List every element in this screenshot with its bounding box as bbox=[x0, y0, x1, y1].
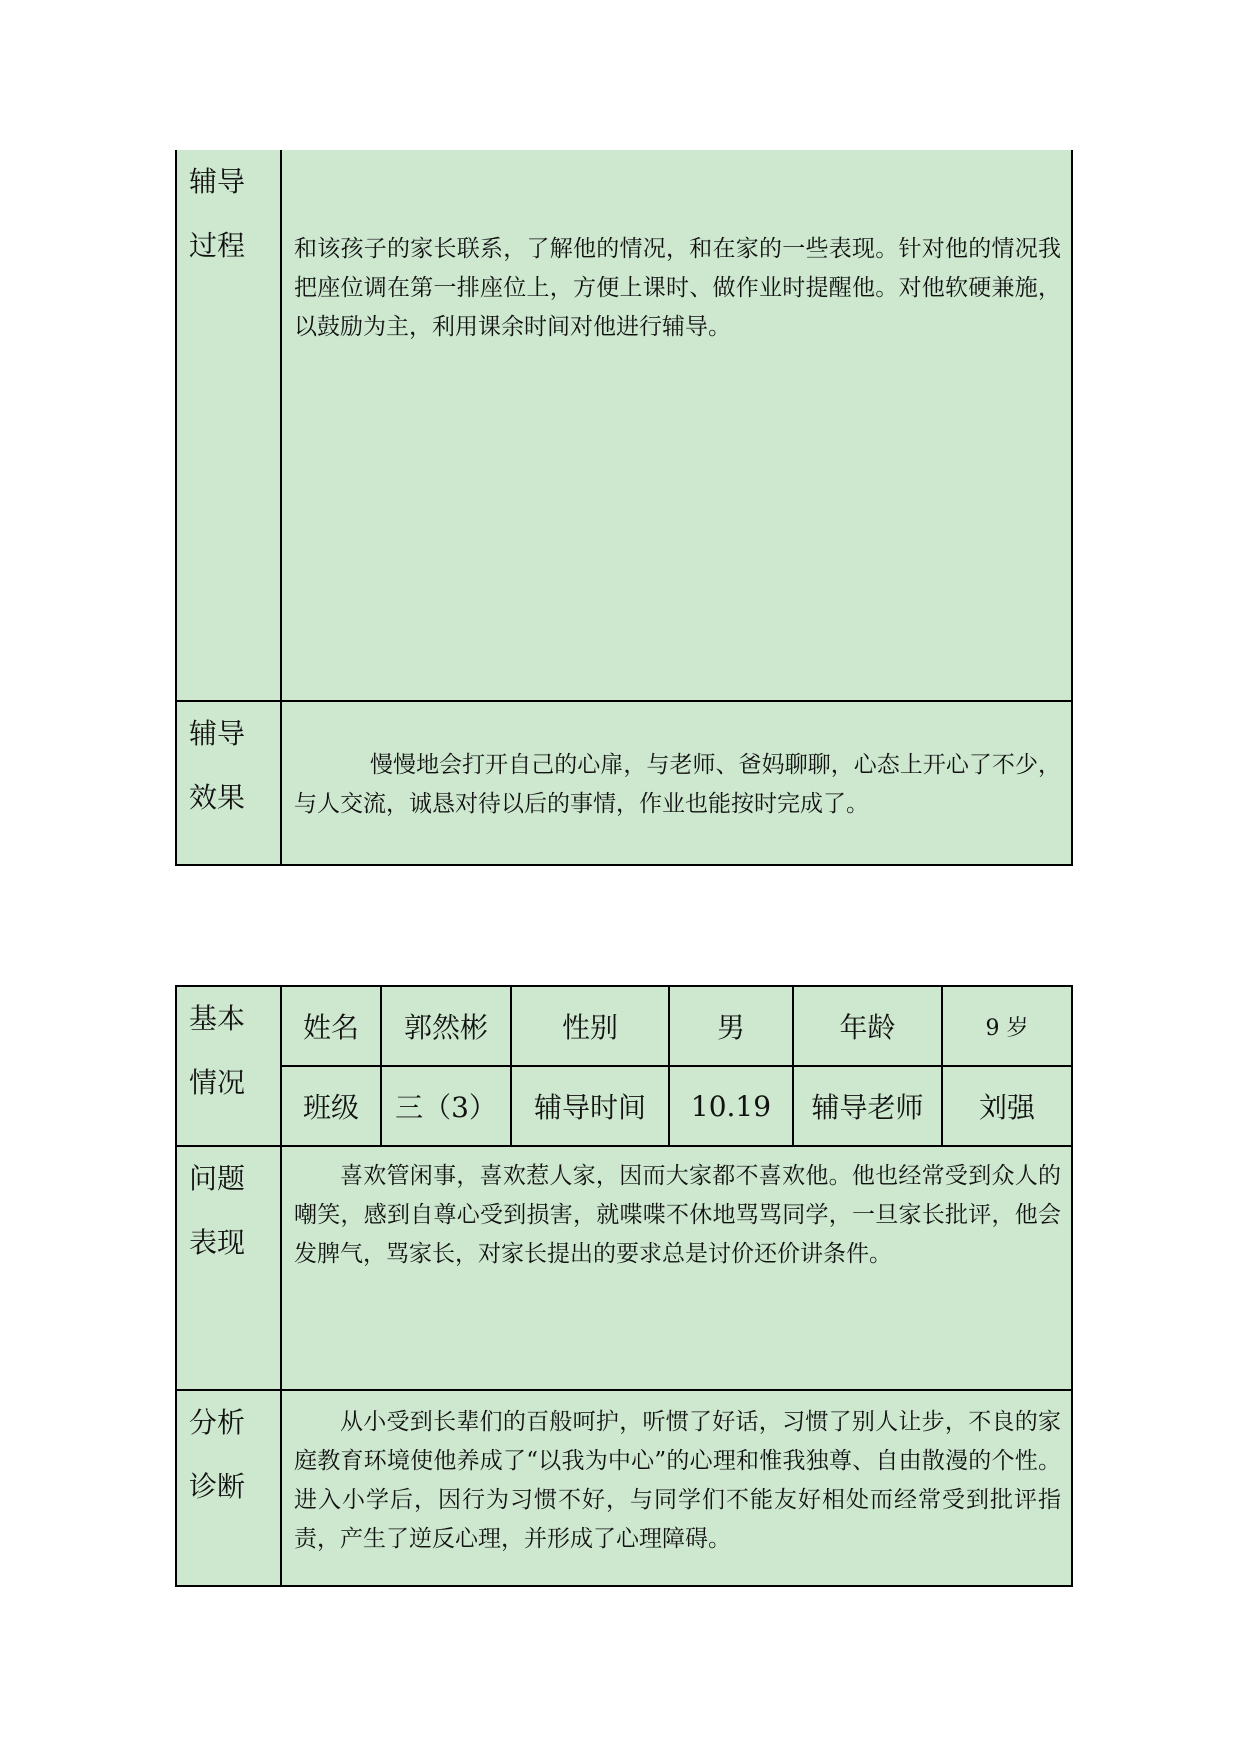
effect-label-line1: 辅导 bbox=[189, 717, 246, 750]
gender-value: 男 bbox=[669, 986, 793, 1066]
analysis-label bbox=[176, 1390, 281, 1586]
effect-label bbox=[176, 701, 281, 865]
problem-content bbox=[281, 1146, 1072, 1390]
basic-info-row-1 bbox=[176, 986, 1072, 1066]
basic-info-label-line2: 情况 bbox=[189, 1066, 246, 1099]
analysis-label-line2: 诊断 bbox=[189, 1470, 246, 1503]
counseling-time-value: 10.19 bbox=[669, 1066, 793, 1146]
basic-info-label-line1: 基本 bbox=[189, 1002, 246, 1035]
process-content bbox=[281, 150, 1072, 701]
process-label-line2: 过程 bbox=[189, 229, 246, 262]
age-label: 年龄 bbox=[793, 986, 942, 1066]
name-value: 郭然彬 bbox=[381, 986, 511, 1066]
counseling-record-table bbox=[175, 985, 1073, 1587]
analysis-row bbox=[176, 1390, 1072, 1586]
analysis-content bbox=[281, 1390, 1072, 1586]
process-text: 和该孩子的家长联系，了解他的情况，和在家的一些表现。针对他的情况我把座位调在第一排座位上，方便上课时、做作业时提醒他。对他软硬兼施，以鼓励为主，利用课余时间对他进行辅导。 bbox=[294, 236, 1061, 340]
counseling-time-label: 辅导时间 bbox=[511, 1066, 669, 1146]
gender-label: 性别 bbox=[511, 986, 669, 1066]
age-value: 9 岁 bbox=[942, 986, 1072, 1066]
process-row bbox=[176, 150, 1072, 701]
process-label bbox=[176, 150, 281, 701]
problem-label-line2: 表现 bbox=[189, 1226, 246, 1259]
process-label-line1: 辅导 bbox=[189, 165, 246, 198]
effect-label-line2: 效果 bbox=[189, 781, 246, 814]
effect-row bbox=[176, 701, 1072, 865]
problem-label-line1: 问题 bbox=[189, 1162, 246, 1195]
analysis-label-line1: 分析 bbox=[189, 1406, 246, 1439]
counseling-record-table-continued bbox=[175, 150, 1073, 866]
problem-label bbox=[176, 1146, 281, 1390]
teacher-label: 辅导老师 bbox=[793, 1066, 942, 1146]
effect-text: 慢慢地会打开自己的心扉，与老师、爸妈聊聊，心态上开心了不少，与人交流，诚恳对待以后的事情，作业也能按时完成了。 bbox=[294, 752, 1061, 817]
problem-text: 喜欢管闲事，喜欢惹人家，因而大家都不喜欢他。他也经常受到众人的嘲笑，感到自尊心受到损害，就喋喋不休地骂骂同学，一旦家长批评，他会发脾气，骂家长，对家长提出的要求总是讨价还价讲条件。 bbox=[294, 1163, 1061, 1267]
class-label: 班级 bbox=[281, 1066, 381, 1146]
problem-row bbox=[176, 1146, 1072, 1390]
basic-info-row-2 bbox=[176, 1066, 1072, 1146]
teacher-value: 刘强 bbox=[942, 1066, 1072, 1146]
name-label: 姓名 bbox=[281, 986, 381, 1066]
basic-info-label bbox=[176, 986, 281, 1146]
class-value: 三（3） bbox=[381, 1066, 511, 1146]
effect-content bbox=[281, 701, 1072, 865]
analysis-text: 从小受到长辈们的百般呵护，听惯了好话，习惯了别人让步，不良的家庭教育环境使他养成了“以我为中心”的心理和惟我独尊、自由散漫的个性。进入小学后，因行为习惯不好，与同学们不能友好相处而经常受到批评指责，产生了逆反心理，并形成了心理障碍。 bbox=[294, 1409, 1061, 1552]
